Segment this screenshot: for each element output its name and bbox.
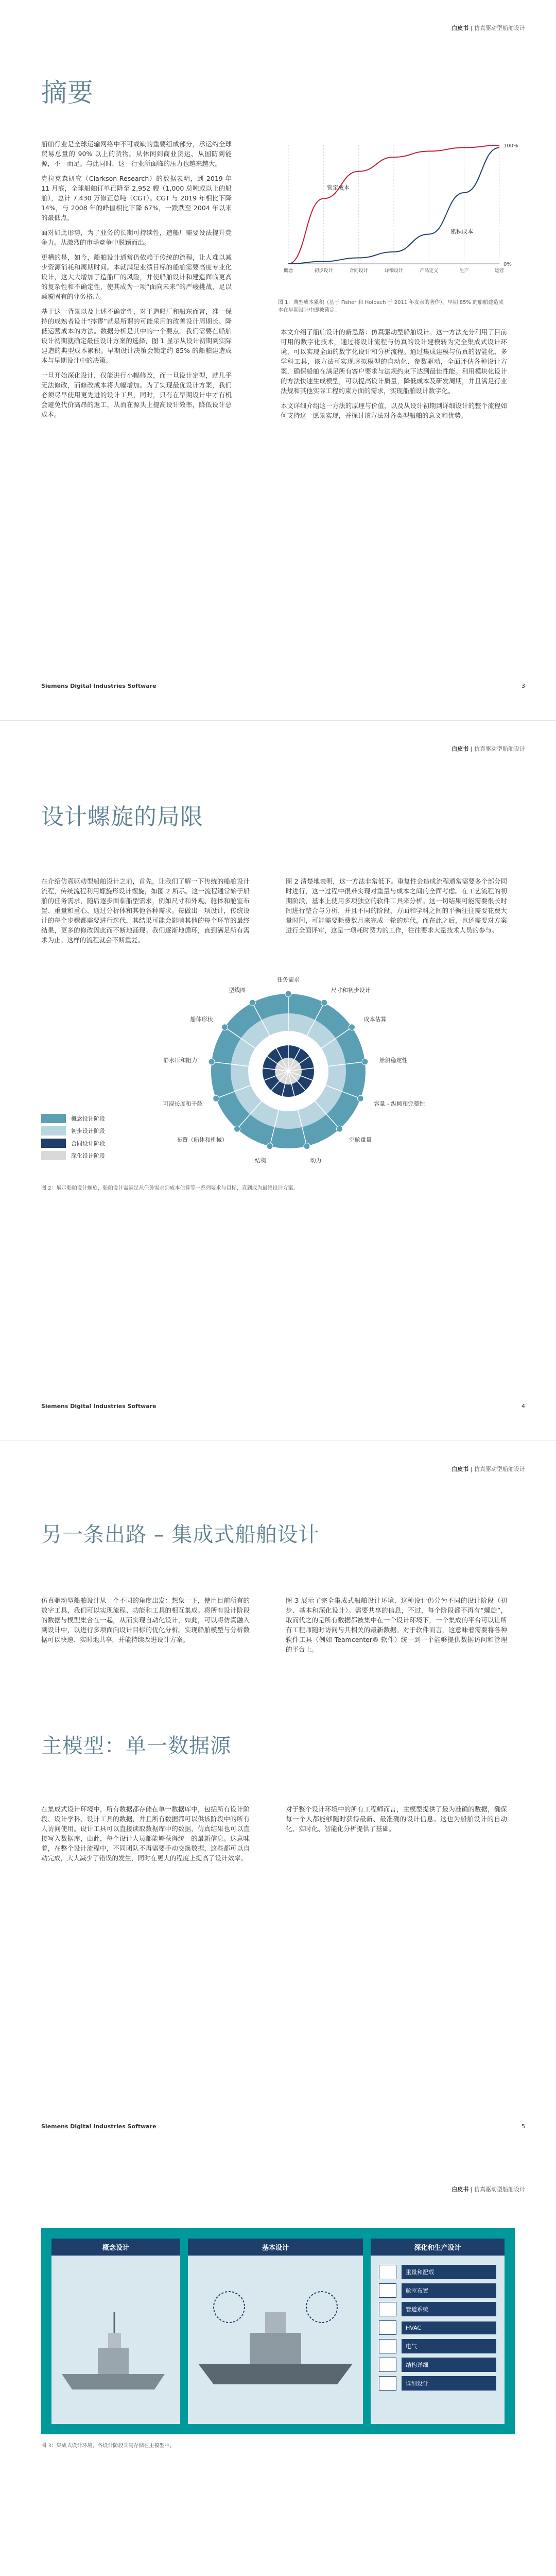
legend-label: 概念设计阶段: [71, 1115, 105, 1122]
integrated-right-column: [286, 1596, 507, 1659]
doc-label: 白皮书: [451, 745, 469, 752]
legend-item: [41, 1112, 105, 1125]
page-4: [0, 2161, 556, 2576]
tool-icon: [379, 2283, 396, 2298]
basic-panel-header: 基本设计: [188, 2239, 363, 2256]
detail-panel: [371, 2239, 505, 2424]
tool-label: 重量和配载: [402, 2265, 496, 2279]
spiral-node: [357, 1095, 363, 1101]
page-number: 5: [522, 2123, 525, 2130]
tool-icon: [379, 2358, 396, 2372]
spiral-left-column: [41, 876, 250, 950]
master-model-right-column: [286, 1804, 507, 1839]
figure-3-caption: 图 3：集成式设计环境。各设计阶段共同存储在主模型中。: [41, 2443, 175, 2449]
tool-label: 结构详细: [402, 2358, 496, 2372]
spiral-label: 容量 - 纵倾和完整性: [374, 1100, 425, 1108]
legend-item: [41, 1137, 105, 1149]
page-number: 4: [522, 1403, 525, 1410]
footer-brand: Siemens Digital Industries Software: [41, 683, 157, 689]
spiral-legend: [41, 1112, 105, 1162]
spiral-node: [321, 999, 327, 1006]
cost-chart: [278, 138, 518, 293]
page-3: [0, 1440, 556, 2161]
page-2: [0, 720, 556, 1440]
basic-ship-illustration: [188, 2256, 363, 2420]
spiral-label: 成本估算: [363, 1015, 387, 1023]
spiral-node: [285, 991, 291, 997]
tool-icon: [379, 2320, 396, 2335]
legend-item: [41, 1149, 105, 1162]
tool-list: [371, 2256, 505, 2400]
integrated-left-column: [41, 1596, 250, 1650]
y-label-bottom: 0%: [503, 262, 512, 267]
doc-label: 白皮书: [451, 25, 469, 31]
page-title: 摘要: [41, 78, 94, 108]
master-model-left-column: [41, 1804, 250, 1868]
spiral-label: 动力: [310, 1157, 322, 1164]
legend-label: 合同设计阶段: [71, 1140, 105, 1147]
tool-item: [379, 2376, 496, 2391]
page-footer: [41, 2123, 525, 2130]
doc-label: 白皮书: [451, 1466, 469, 1472]
tool-item: [379, 2265, 496, 2279]
x-tick-label: 概念: [283, 268, 293, 274]
tool-label: 电气: [402, 2339, 496, 2353]
page-footer: [41, 1403, 525, 1410]
spiral-node: [234, 1126, 240, 1132]
legend-swatch: [41, 1151, 66, 1160]
figure-2-caption: 图 2：展示船舶设计螺旋，船舶设计需满足从任务需求到成本估算等一系列要求与目标，直到成为最终设计方案。: [41, 1185, 299, 1191]
basic-panel: [188, 2239, 363, 2424]
tool-item: [379, 2358, 496, 2372]
tool-icon: [379, 2339, 396, 2353]
spiral-node: [208, 1059, 215, 1065]
paragraph: 更糟的是，如今，船舶设计通常仍依赖于传统的流程，让人难以减少资源消耗和周期时间。本就满足业绩目标的船舶需要高度专业化设计，这大大增加了造船厂的风险，并使船舶设计和建造面临更高的复杂性和不确定性，使其成为一项“面向未来”的严峻挑战，足以颠覆固有的业务格局。: [41, 253, 232, 300]
paragraph: 图 3 展示了完全集成式船舶设计环境，这种设计仍分为不同的设计阶段（初步、基本和深化设计）。需要共享的信息，不过，每个阶段都不再有“螺旋”，取而代之的是所有数据都被集中在一个设计环境下，一个集成的平台可以让所有工程师随时访问与其相关的最新数据。对于软件而言，这意味着需要将各种软件工具（例如 Teamcenter® 软件）统一到一个能够提供数据访问和管理的平台上。: [286, 1597, 507, 1653]
doc-title: | 仿真驱动型船舶设计: [470, 1466, 525, 1472]
page-header: [451, 2185, 525, 2193]
spiral-node: [349, 1024, 355, 1030]
legend-item: [41, 1125, 105, 1137]
tool-item: [379, 2283, 496, 2298]
y-label-top: 100%: [503, 143, 518, 149]
integrated-design-figure: [41, 2228, 515, 2434]
tool-label: 管道系统: [402, 2302, 496, 2316]
page-header: [451, 1465, 525, 1473]
x-tick-label: 运营: [494, 268, 505, 274]
doc-label: 白皮书: [451, 2186, 469, 2193]
design-spiral-diagram: [93, 963, 484, 1179]
x-tick-label: 生产: [459, 268, 469, 274]
legend-swatch: [41, 1114, 66, 1123]
spiral-node: [304, 1143, 310, 1149]
page-1: [0, 0, 556, 720]
tool-item: [379, 2339, 496, 2353]
spiral-label: 可浸长度和干舷: [163, 1100, 203, 1108]
legend-swatch: [41, 1139, 66, 1148]
spiral-label: 任务需求: [277, 976, 300, 983]
summary-left-column: [41, 139, 232, 425]
doc-title: | 仿真驱动型船舶设计: [470, 2186, 525, 2193]
series-label-locked: 锁定成本: [327, 184, 350, 191]
legend-label: 初步设计阶段: [71, 1128, 105, 1134]
tool-icon: [379, 2376, 396, 2391]
paragraph: 基于这一背景以及上述不确定性，对于造船厂和船东而言，准一保持的成熟者设计“摔谬”就是所谓的可能采用的改善设计周期长、降低运营成本的方法。数据分析是其中的一个要点。我们需要在船舶设计初期就确定最佳设计方案的选择，图 1 显示从设计初期到实际建造的典型成本累积。早期设计决策会锁定约 85% 的船舶建造成本与早期设计中的决策。: [41, 308, 232, 364]
x-tick-label: 产品定义: [420, 268, 439, 274]
tool-label: 舱室布置: [402, 2283, 496, 2298]
spiral-right-column: [286, 876, 507, 940]
legend-swatch: [41, 1126, 66, 1136]
summary-right-column: [281, 327, 507, 426]
spiral-label: 型线图: [229, 987, 246, 994]
spiral-label: 空舱重量: [349, 1137, 372, 1144]
spiral-node: [222, 1024, 228, 1030]
spiral-node: [336, 1126, 342, 1132]
tool-label: 详细设计: [402, 2376, 496, 2391]
concept-ship-illustration: [51, 2256, 180, 2420]
footer-brand: Siemens Digital Industries Software: [41, 1403, 157, 1410]
spiral-label: 尺寸和初步设计: [331, 987, 371, 994]
tool-icon: [379, 2302, 396, 2316]
paragraph: 本文详细介绍这一方法的原理与价值，以及从设计初期到详细设计的整个流程如何支持这一愿景实现，并探讨该方法对各类型船舶的意义和优势。: [281, 402, 507, 419]
series-label-accrued: 累积成本: [450, 228, 473, 235]
page-title: 设计螺旋的局限: [41, 804, 203, 830]
page-title: 另一条出路 – 集成式船舶设计: [41, 1523, 320, 1547]
paragraph: 船舶行业是全球运输网络中不可或缺的重要组成部分，承运约全球贸易总量的 90% 以上的货物。从休闲到商业货运、从国防到能源，不一而足。与此同时，这一行业所面临的压力也越来越大。: [41, 140, 232, 167]
legend-label: 深化设计阶段: [71, 1153, 105, 1159]
page-footer: [41, 683, 525, 689]
figure-1-caption: 图 1：典型成本累积（基于 Fisher 和 Holbach 于 2011 年发表的著作）。早期 85% 的船舶建造成本在早期设计中即被锁定。: [278, 300, 503, 313]
x-tick-label: 详细设计: [384, 268, 404, 274]
paragraph: 在介绍仿真驱动型船舶设计之前，首先，让我们了解一下传统的船舶设计流程，传统流程利用螺旋形设计螺旋，如图 2 所示。这一流程通常始于船舶的任务需求，随后逐步面临船型需求，例如尺寸和外观、舱体和舱室布置、重量和重心、通过分析体和其他各种需求。每做出一项设计，传统设计的每个步骤都需要进行迭代，其结果可能会影响其他的每个环节的最终结果，更多的修改因此而不断地涌现。我们逐渐地循环，直到满足所有需求为止。这样的流程就会不断重复。: [41, 877, 250, 944]
doc-title: | 仿真驱动型船舶设计: [470, 25, 525, 31]
paragraph: 对于整个设计环境中的所有工程师而言，主模型提供了最为准确的数据，确保每一个人都能够随时获得最新、最准确的设计信息。这也为船舶设计的自动化、实时化、智能化分析提供了基础。: [286, 1805, 507, 1833]
detail-panel-header: 深化和生产设计: [371, 2239, 505, 2256]
spiral-label: 结构: [255, 1157, 267, 1164]
tool-item: [379, 2302, 496, 2316]
paragraph: 图 2 清楚地表明，这一方法非常低下。重复性会造成流程通常需要多个部分同时进行，这一过程中很难实现对重量与成本之间的全面考虑。在工艺流程的初期阶段，基本上使用多项独立的软件工具来分析。这一切结果可能需要很长时间进行整合与分析，并且不同的阶段、方面和学科之间的平衡往往需要花费大量时间，可能需要耗费数月来完成一轮的迭代，而在此之后，也还需要对方案进行全面评审，这是一项耗时费力的工作，往往要求大量技术人员的参与。: [286, 877, 507, 934]
paragraph: 面对如此形势，为了业务的长期可持续性，造船厂需要设法提升竞争力。从激烈的市场竞争中脱颖而出。: [41, 229, 232, 246]
paragraph: 本文介绍了船舶设计的新思路：仿真驱动型船舶设计。这一方法充分利用了目前可用的数字化技术，通过将设计流程与仿真的设计建模转为完全集成式设计环境，可以实现全面的数字化设计和分析流程。通过集成建模与仿真的智能化、多学科工具，该方法可实现虚拟模型的自动化、参数驱动，全面评估各种设计方案，确保船舶在满足所有客户要求与法规约束下达到最佳性能。利用模块化设计的方法快速生成模型，可以提高设计质量，降低成本及研发周期，并且满足行业法规和其他实际工程约束方面的需求，实现船舶设计数字化。: [281, 328, 507, 395]
spiral-label: 布置（船体和机械）: [176, 1137, 228, 1144]
section-subtitle: 主模型：单一数据源: [41, 1734, 231, 1758]
paragraph: 仿真驱动型船舶设计从一个不同的角度出发：想象一下，使用目前所有的数字工具，我们可以实现流程、功能和工具的相互集成。将所有设计阶段的数据与模型集合在一起，从而实现自动化设计，如此，可以将仿真融入到设计中，以进行多项面向设计目标的优化分析。实现船舶模型与分析数据可以快速、实时地共享，并能持续改进设计方案。: [41, 1597, 250, 1643]
paragraph: 克拉克森研究（Clarkson Research）的数据表明，到 2019 年 11 月底，全球船舶订单已降至 2,952 艘（1,000 总吨或以上的船舶），总计 7,430 万修正总吨（CGT）。CGT 与 2019 年相比下降 14%，与 2008 年的峰值相比下降 67%，一跌跌至 2004 年以来的最低点。: [41, 175, 232, 222]
spiral-label: 舱船稳定性: [379, 1057, 408, 1064]
spiral-node: [267, 1143, 273, 1149]
page-header: [451, 24, 525, 32]
x-tick-label: 合同设计: [349, 268, 368, 274]
footer-brand: Siemens Digital Industries Software: [41, 2123, 157, 2130]
spiral-label: 船体形状: [190, 1015, 213, 1023]
paragraph: 在集成式设计环境中，所有数据都存储在单一数据库中，包括所有设计阶段、设计学科、设计工具的数据，并且所有数据都可以供该阶段中的所有人访问使用。设计工具可以直接读取数据库中的数据，仿真结果也可以直接写入数据库，由此，每个设计人员都能够获得统一的最新信息。这意味着，在整个设计流程中，不同团队不再需要手动交换数据，这些都可以自动完成，大大减少了错误的发生，同时在更大的程度上提高了设计效率。: [41, 1805, 250, 1862]
tool-icon: [379, 2265, 396, 2279]
chart-x-labels: [284, 267, 504, 274]
concept-panel-header: 概念设计: [51, 2239, 180, 2256]
tool-label: HVAC: [402, 2321, 496, 2334]
spiral-node: [362, 1059, 368, 1065]
chart-grid: [288, 145, 499, 264]
doc-title: | 仿真驱动型船舶设计: [470, 745, 525, 752]
spiral-node: [249, 999, 255, 1006]
spiral-label: 静水压和阻力: [163, 1057, 198, 1064]
page-number: 3: [522, 683, 525, 689]
spiral-node: [213, 1095, 219, 1101]
x-tick-label: 初步设计: [314, 268, 333, 274]
page-header: [451, 744, 525, 753]
paragraph: 一旦开始深化设计，仅能进行小幅修改，而一旦设计定型，就几乎无法修改，而修改成本将大幅增加。为了实现最优设计方案，我们必须尽早使用更先进的设计工具，同时，只有在早期设计中才有机会避免代价高昂的返工，从而在源头上提高设计效率，降低设计总成本。: [41, 371, 232, 418]
tool-item: [379, 2320, 496, 2335]
concept-panel: [51, 2239, 180, 2424]
